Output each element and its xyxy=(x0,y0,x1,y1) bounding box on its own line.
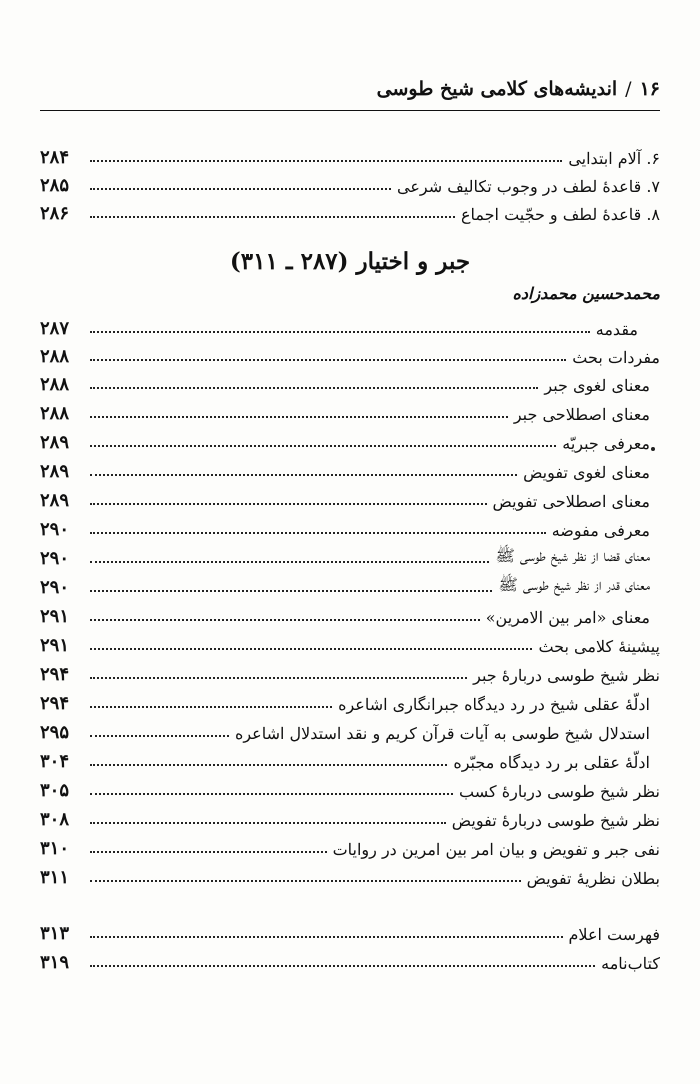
leader-dots xyxy=(90,386,538,389)
toc-entry[interactable] xyxy=(40,657,660,685)
toc-entry[interactable] xyxy=(40,916,660,944)
leader-dots xyxy=(90,792,453,795)
toc-entry[interactable] xyxy=(40,541,660,569)
toc-entry[interactable] xyxy=(40,425,660,453)
toc-entry-page: ۲۸۶ xyxy=(40,203,70,224)
toc-entry-title: معنای اصطلاحی تفویض xyxy=(492,492,650,511)
toc-entry[interactable] xyxy=(40,945,660,973)
toc-entry[interactable] xyxy=(40,802,660,830)
toc-entry-page: ۳۰۸ xyxy=(40,809,70,830)
section-author: محمدحسین محمدزاده xyxy=(512,284,660,303)
header-book-title: اندیشه‌های کلامی شیخ طوسی xyxy=(376,78,618,100)
toc-entry-title: ادلّهٔ عقلی شیخ در رد دیدگاه جبرانگاری اشاعره xyxy=(338,695,650,714)
toc-entry[interactable] xyxy=(40,831,660,859)
toc-entry-page: ۳۱۹ xyxy=(40,952,70,973)
leader-dots xyxy=(90,821,446,824)
toc-entry-page: ۲۸۹ xyxy=(40,490,70,511)
toc-entry-page: ۲۸۵ xyxy=(40,175,70,196)
leader-dots xyxy=(90,589,492,592)
toc-entry-title: فهرست اعلام xyxy=(568,925,660,944)
toc-entry-title: معنای قضا از نظر شیخ طوسی ﷺ xyxy=(495,546,650,565)
print-speck xyxy=(651,447,655,451)
leader-dots xyxy=(90,187,391,190)
toc-entry-title: پیشینهٔ کلامی بحث xyxy=(538,637,660,656)
leader-dots xyxy=(90,215,455,218)
header-divider xyxy=(40,110,660,111)
toc-entry[interactable] xyxy=(40,140,660,168)
leader-dots xyxy=(90,444,556,447)
toc-entry[interactable] xyxy=(40,599,660,627)
toc-entry-title: نظر شیخ طوسی دربارهٔ جبر xyxy=(473,666,660,685)
toc-entry-title: معنای قدر از نظر شیخ طوسی ﷺ xyxy=(498,575,650,594)
toc-entry-title: ۸. قاعدهٔ لطف و حجّیت اجماع xyxy=(460,205,660,224)
running-header xyxy=(40,78,660,100)
leader-dots xyxy=(90,964,595,967)
toc-entry-title: معرفی جبریّه xyxy=(562,434,650,453)
toc-entry-page: ۲۸۸ xyxy=(40,374,70,395)
toc-entry-page: ۳۰۴ xyxy=(40,751,70,772)
leader-dots xyxy=(90,473,517,476)
toc-entry-page: ۲۸۹ xyxy=(40,432,70,453)
toc-entry[interactable] xyxy=(40,483,660,511)
header-page-number: ۱۶ xyxy=(639,78,660,100)
leader-dots xyxy=(90,502,487,505)
toc-entry[interactable] xyxy=(40,860,660,888)
toc-entry-title: ادلّهٔ عقلی بر رد دیدگاه مجبّره xyxy=(453,753,650,772)
toc-entry-title: بطلان نظریهٔ تفویض xyxy=(526,869,660,888)
toc-entry-title: ۷. قاعدهٔ لطف در وجوب تکالیف شرعی xyxy=(397,177,660,196)
toc-entry-page: ۳۱۰ xyxy=(40,838,70,859)
leader-dots xyxy=(90,531,546,534)
toc-entry-page: ۲۸۸ xyxy=(40,403,70,424)
toc-entry-page: ۲۹۴ xyxy=(40,664,70,685)
toc-entry-title: مقدمه xyxy=(595,320,638,339)
toc-entry-page: ۲۹۴ xyxy=(40,693,70,714)
toc-entry[interactable] xyxy=(40,744,660,772)
leader-dots xyxy=(90,159,562,162)
toc-entry-title: معنای اصطلاحی جبر xyxy=(513,405,650,424)
leader-dots xyxy=(90,415,508,418)
leader-dots xyxy=(90,647,532,650)
toc-entry-title: معنای «امر بین الامرین» xyxy=(485,608,650,627)
toc-entry[interactable] xyxy=(40,396,660,424)
leader-dots xyxy=(90,879,521,882)
toc-entry[interactable] xyxy=(40,454,660,482)
toc-entry[interactable] xyxy=(40,628,660,656)
toc-entry-page: ۲۹۱ xyxy=(40,635,70,656)
toc-entry[interactable] xyxy=(40,367,660,395)
toc-entry-title: ۶. آلام ابتدایی xyxy=(568,149,660,168)
toc-entry[interactable] xyxy=(40,686,660,714)
leader-dots xyxy=(90,705,332,708)
leader-dots xyxy=(90,330,590,333)
toc-entry[interactable] xyxy=(40,773,660,801)
section-title: جبر و اختیار (۲۸۷ ـ ۳۱۱) xyxy=(229,248,471,275)
toc-entry-title: معنای لغوی تفویض xyxy=(523,463,650,482)
toc-entry-page: ۲۸۹ xyxy=(40,461,70,482)
toc-entry-title: نظر شیخ طوسی دربارهٔ کسب xyxy=(459,782,660,801)
toc-entry-title: نظر شیخ طوسی دربارهٔ تفویض xyxy=(451,811,660,830)
toc-entry[interactable] xyxy=(40,715,660,743)
toc-entry[interactable] xyxy=(40,339,660,367)
leader-dots xyxy=(90,763,447,766)
toc-entry-page: ۲۹۰ xyxy=(40,577,70,598)
toc-entry-title: نفی جبر و تفویض و بیان امر بین امرین در روایات xyxy=(332,840,660,859)
toc-entry[interactable] xyxy=(40,512,660,540)
leader-dots xyxy=(90,850,327,853)
toc-entry-title: کتاب‌نامه xyxy=(601,954,660,973)
toc-entry[interactable] xyxy=(40,196,660,224)
toc-entry-page: ۳۱۳ xyxy=(40,923,70,944)
toc-entry-page: ۲۸۷ xyxy=(40,318,70,339)
toc-entry-title: معنای لغوی جبر xyxy=(544,376,650,395)
toc-entry-page: ۲۹۵ xyxy=(40,722,70,743)
toc-entry[interactable] xyxy=(40,311,660,339)
leader-dots xyxy=(90,358,566,361)
toc-entry-page: ۲۹۰ xyxy=(40,519,70,540)
toc-entry-page: ۲۸۸ xyxy=(40,346,70,367)
toc-entry-page: ۲۹۱ xyxy=(40,606,70,627)
toc-entry[interactable] xyxy=(40,168,660,196)
leader-dots xyxy=(90,734,229,737)
toc-entry-title: معرفی مفوضه xyxy=(551,521,650,540)
leader-dots xyxy=(90,618,480,621)
header-separator: / xyxy=(625,78,632,100)
leader-dots xyxy=(90,560,489,563)
toc-entry-title: استدلال شیخ طوسی به آیات قرآن کریم و نقد استدلال اشاعره xyxy=(234,724,650,743)
leader-dots xyxy=(90,676,467,679)
toc-entry-title: مفردات بحث xyxy=(572,348,660,367)
leader-dots xyxy=(90,935,563,938)
toc-entry-page: ۳۰۵ xyxy=(40,780,70,801)
toc-entry[interactable] xyxy=(40,570,660,598)
toc-entry-page: ۲۹۰ xyxy=(40,548,70,569)
toc-entry-page: ۳۱۱ xyxy=(40,867,70,888)
toc-entry-page: ۲۸۴ xyxy=(40,147,70,168)
